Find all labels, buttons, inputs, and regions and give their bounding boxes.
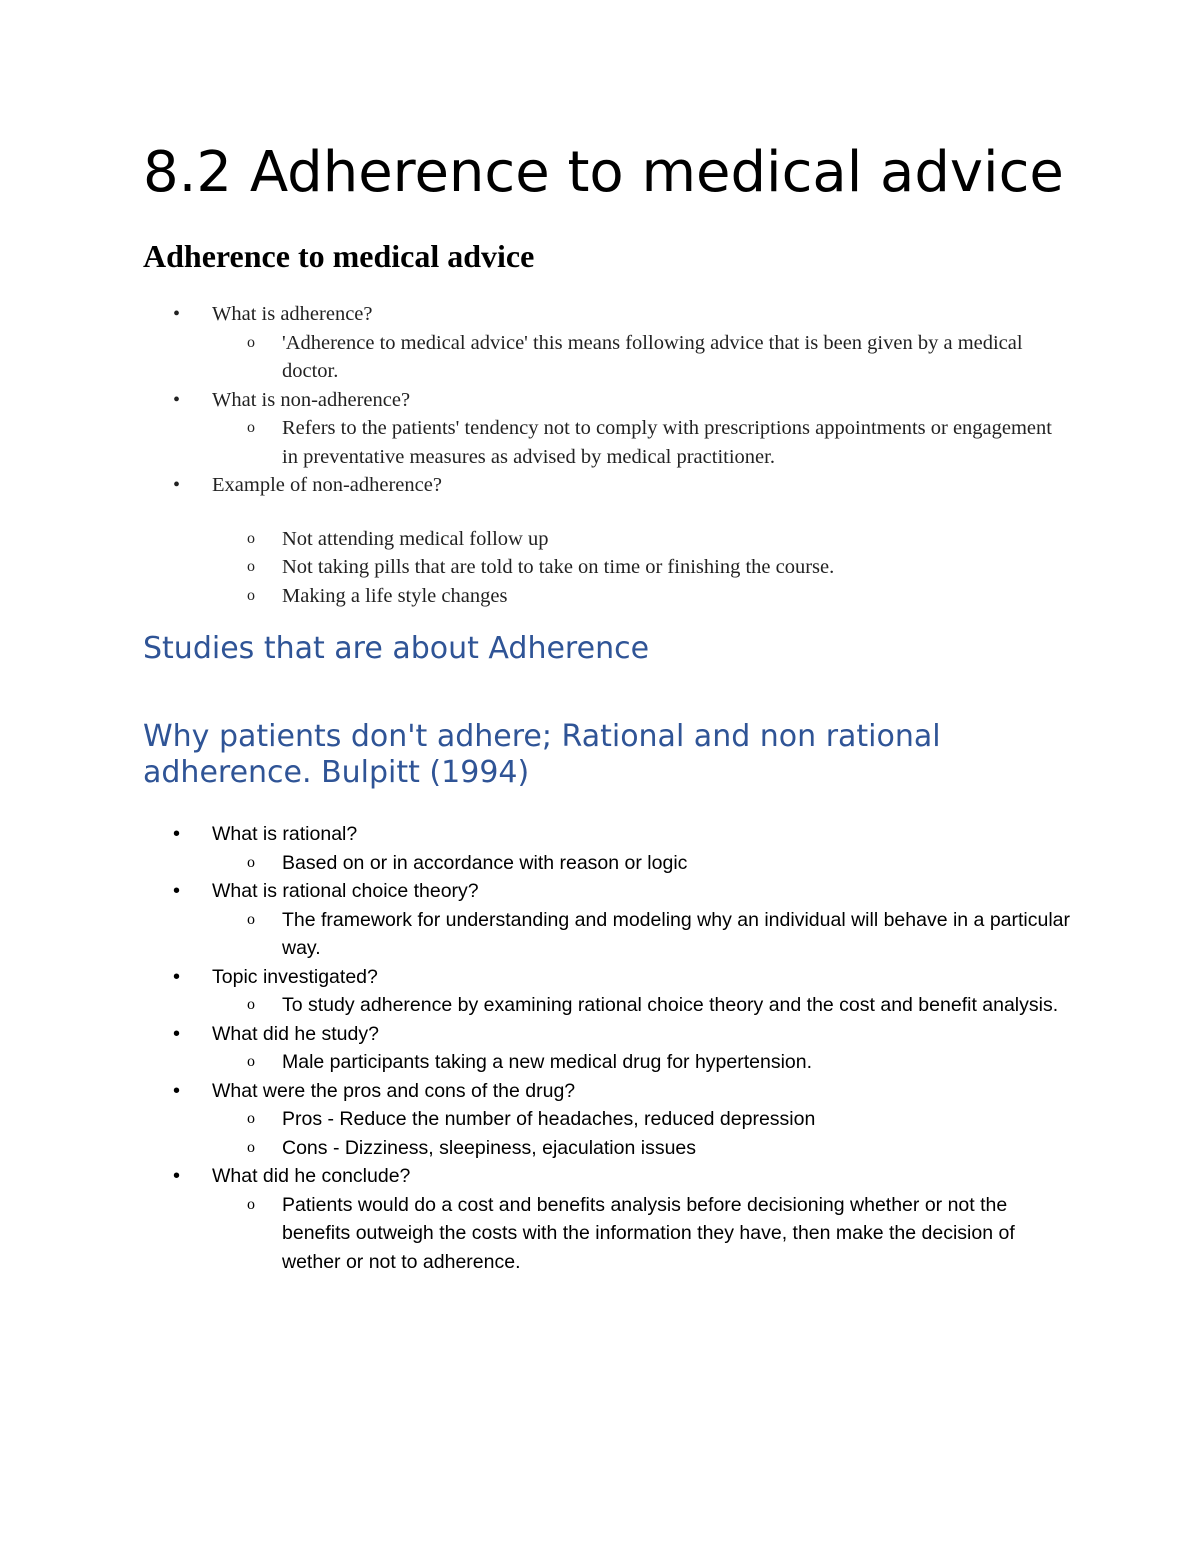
sub-list-item <box>143 1134 1073 1163</box>
list-item <box>143 471 1073 500</box>
question-text: What is rational choice theory? <box>212 880 479 902</box>
sub-bullet-marker: o <box>247 333 255 351</box>
bullet-marker: • <box>173 388 181 411</box>
bulpitt-study-list <box>143 820 1073 1276</box>
sub-bullet-marker: o <box>247 1110 255 1127</box>
sub-list-item <box>143 553 1073 582</box>
bullet-marker: • <box>173 303 181 325</box>
study-heading: Why patients don't adhere; Rational and non rational adherence. Bulpitt (1994) <box>143 719 941 790</box>
section-subtitle: Adherence to medical advice <box>143 238 535 274</box>
list-item <box>143 877 1073 906</box>
list-item <box>143 820 1073 849</box>
answer-text: To study adherence by examining rational choice theory and the cost and benefit analysis. <box>282 994 1059 1016</box>
sub-bullet-marker: o <box>247 910 255 928</box>
question-text: What were the pros and cons of the drug? <box>212 1079 576 1102</box>
sub-list-item <box>143 329 1073 386</box>
question-text: What did he conclude? <box>212 1165 411 1187</box>
sub-list-item <box>143 849 1073 878</box>
answer-text: Refers to the patients' tendency not to comply with prescriptions appointments or engagement in preventative measures as advised by medical practitioner. <box>282 417 1052 468</box>
bullet-marker: • <box>173 965 181 988</box>
question-text: What did he study? <box>212 1022 379 1045</box>
sub-bullet-marker: o <box>247 1053 255 1070</box>
list-item <box>143 300 1073 329</box>
answer-text: Pros - Reduce the number of headaches, reduced depression <box>282 1108 816 1130</box>
question-text: Example of non-adherence? <box>212 474 442 496</box>
sub-list-item <box>143 525 1073 554</box>
answer-text: The framework for understanding and modeling why an individual will behave in a particular way. <box>282 908 1071 959</box>
list-item <box>143 1020 1073 1049</box>
sub-list-item <box>143 906 1073 963</box>
question-text: Topic investigated? <box>212 965 378 988</box>
list-item <box>143 1162 1073 1191</box>
answer-text: Not taking pills that are told to take on time or finishing the course. <box>282 556 835 578</box>
list-item <box>143 386 1073 415</box>
sub-list-item <box>143 991 1073 1020</box>
sub-list-item <box>143 582 1073 611</box>
bullet-marker: • <box>173 474 181 496</box>
sub-bullet-marker: o <box>247 586 255 604</box>
question-text: What is adherence? <box>212 303 373 325</box>
adherence-definitions-list <box>143 300 1073 610</box>
sub-list-item <box>143 1105 1073 1134</box>
sub-bullet-marker: o <box>247 419 255 436</box>
sub-list-item <box>143 1048 1073 1077</box>
answer-text: Cons - Dizziness, sleepiness, ejaculation issues <box>282 1136 697 1159</box>
list-item <box>143 1077 1073 1106</box>
sub-bullet-marker: o <box>247 853 255 871</box>
answer-text: 'Adherence to medical advice' this means following advice that is been given by a medical doctor. <box>282 331 1023 382</box>
answer-text: Patients would do a cost and benefits analysis before decisioning whether or not the benefits outweigh the costs with the information they have, then make the decision of wether or not to adherence. <box>282 1193 1015 1273</box>
sub-bullet-marker: o <box>247 996 255 1013</box>
sub-list-item <box>143 414 1073 471</box>
answer-text: Based on or in accordance with reason or logic <box>282 851 688 874</box>
spacer <box>143 500 1073 525</box>
list-item <box>143 963 1073 992</box>
answer-text: Male participants taking a new medical drug for hypertension. <box>282 1051 813 1073</box>
answer-text: Making a life style changes <box>282 584 508 607</box>
bullet-marker: • <box>173 1165 181 1187</box>
page-title: 8.2 Adherence to medical advice <box>143 140 1064 205</box>
sub-bullet-marker: o <box>247 558 255 575</box>
bullet-marker: • <box>173 880 181 902</box>
sub-bullet-marker: o <box>247 1195 255 1213</box>
question-text: What is rational? <box>212 823 358 845</box>
studies-heading: Studies that are about Adherence <box>143 631 650 666</box>
bullet-marker: • <box>173 1079 181 1102</box>
sub-bullet-marker: o <box>247 529 255 547</box>
question-text: What is non-adherence? <box>212 388 411 411</box>
bullet-marker: • <box>173 1022 181 1045</box>
answer-text: Not attending medical follow up <box>282 527 549 550</box>
sub-bullet-marker: o <box>247 1138 255 1156</box>
sub-list-item <box>143 1191 1073 1277</box>
bullet-marker: • <box>173 823 181 845</box>
